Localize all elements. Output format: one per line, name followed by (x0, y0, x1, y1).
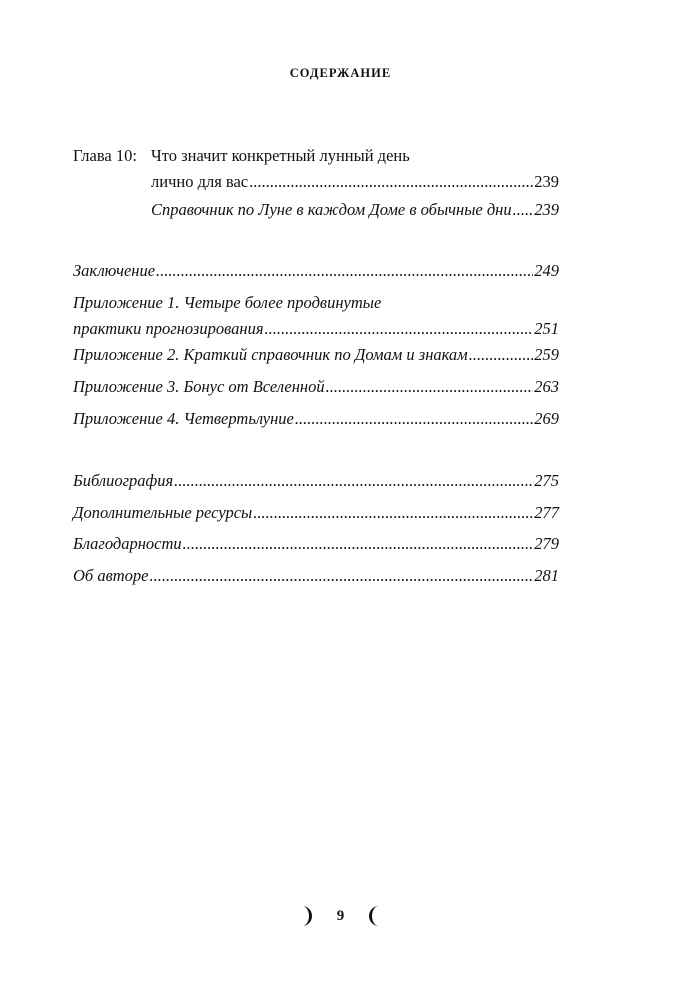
entry-title: Заключение (73, 261, 156, 280)
entry-title: Справочник по Луне в каждом Доме в обычные дни (151, 200, 512, 219)
page-number: 239 (534, 172, 559, 191)
toc-entry-conclusion[interactable] (73, 258, 559, 284)
toc-entry-bibliography[interactable] (73, 468, 559, 494)
toc-entry-about-author[interactable] (73, 563, 559, 589)
dot-leader (265, 316, 534, 342)
chapter-title-line1: Что значит конкретный лунный день (151, 146, 410, 165)
chapter-label: Глава 10: (73, 146, 137, 165)
entry-title: Об авторе (73, 566, 149, 585)
dot-leader (469, 342, 534, 368)
toc-entry-appendix-2[interactable] (73, 342, 559, 368)
dot-leader (183, 531, 534, 557)
dot-leader (174, 468, 533, 494)
entry-title-line1: Приложение 1. Четыре более продвинутые (73, 293, 382, 312)
entry-title: Приложение 3. Бонус от Вселенной (73, 377, 325, 396)
toc-heading: СОДЕРЖАНИЕ (289, 66, 392, 80)
dot-leader (253, 500, 533, 526)
page-number: 251 (534, 319, 559, 338)
page-number-footer: 9 (336, 907, 345, 924)
waxing-moon-icon (364, 904, 388, 928)
page-number: 239 (534, 200, 559, 219)
dot-leader (295, 406, 533, 432)
waning-moon-icon (293, 904, 317, 928)
entry-title: Благодарности (73, 534, 182, 553)
toc-entry-chapter-10[interactable] (73, 143, 559, 195)
entry-title: Приложение 2. Краткий справочник по Домам и знакам (73, 345, 468, 364)
dot-leader (513, 197, 534, 223)
dot-leader (326, 374, 534, 400)
toc-entry-resources[interactable] (73, 500, 559, 526)
entry-title: Библиография (73, 471, 174, 490)
chapter-title-line2: лично для вас (151, 172, 249, 191)
page-number: 269 (534, 409, 559, 428)
toc-entry-appendix-3[interactable] (73, 374, 559, 400)
dot-leader (150, 563, 534, 589)
page-number: 275 (534, 471, 559, 490)
entry-title: Дополнительные ресурсы (73, 503, 253, 522)
page-footer (0, 904, 681, 928)
toc-entry-acknowledgements[interactable] (73, 531, 559, 557)
page-number: 263 (534, 377, 559, 396)
entry-title-line2: практики прогнозирования (73, 319, 264, 338)
dot-leader (156, 258, 533, 284)
toc-entry-appendix-1[interactable] (73, 290, 559, 342)
page-number: 277 (534, 503, 559, 522)
page-number: 279 (534, 534, 559, 553)
page-number: 249 (534, 261, 559, 280)
dot-leader (249, 169, 533, 195)
page-number: 281 (534, 566, 559, 585)
toc-entry-appendix-4[interactable] (73, 406, 559, 432)
entry-title: Приложение 4. Четвертьлуние (73, 409, 294, 428)
toc-entry-moon-houses[interactable] (151, 197, 559, 223)
page-number: 259 (534, 345, 559, 364)
